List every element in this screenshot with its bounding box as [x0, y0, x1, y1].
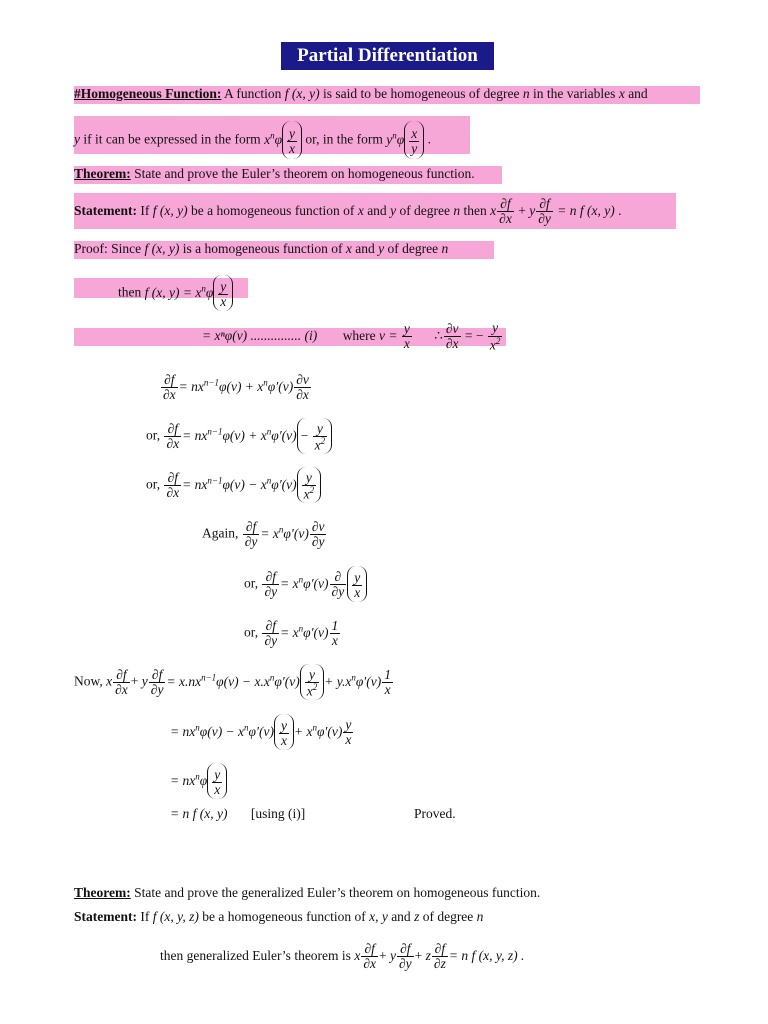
statement-2: Statement: If f (x, y, z) be a homogeneous function of x, y and z of degree n [74, 909, 484, 924]
proof-step-then: then f (x, $y) = x^n\varphi$ $\frac{y}{x}$ [118, 270, 233, 311]
statement-1: Statement: If f (x, y) be a homogeneous function of x and y of degree n then x $\frac{\partial f}{\partial x}$ + y $\frac{\partial f}{\partial y}$ = n f (x, y) . [74, 193, 676, 229]
definition-line-1: #Homogeneous Function: A function f (x, y) is said to be homogeneous of degree n in the variables x and [74, 86, 700, 104]
eq-dfdy-3: or, $\frac{\partial f}{\partial y}$ = $x^n\varphi'(v)$ $\frac{1}{x}$ [244, 617, 339, 648]
page-title: Partial Differentiation [281, 42, 494, 70]
theorem-1: Theorem: State and prove the Euler’s theorem on homogeneous function. [74, 166, 502, 184]
eq-dfdx-2: or, $\frac{\partial f}{\partial x}$ = $nx^{n-1}\varphi(v) + x^n\varphi'(v)$ − $\frac{y}{x^2}$ [146, 413, 332, 454]
eq-dfdx-1: $\frac{\partial f}{\partial x}$ = $nx^{n-1}\varphi(v) + x^n\varphi'(v)$ $\frac{\partial v}{\partial x}$ [163, 371, 309, 402]
generalized-euler: then generalized Euler’s theorem is x $\frac{\partial f}{\partial x}$ + y $\frac{\partial f}{\partial y}$ + z $\frac{\partial f}{\partial z}$ = n f (x, y, z) . [160, 941, 525, 972]
proof-step-i: = xⁿφ(v) ............... (i) where v = $\frac{y}{x}$ ∴ $\frac{\partial v}{\partial x}$ = − $\frac{y}{x^2}$ [202, 320, 501, 353]
theorem-2: Theorem: State and prove the generalized Euler’s theorem on homogeneous function. [74, 885, 541, 900]
proof-intro: Proof: Since f (x, y) is a homogeneous function of x and y of degree n [74, 241, 494, 259]
eq-dfdy-1: Again, $\frac{\partial f}{\partial y}$ = $x^n\varphi'(v)$ $\frac{\partial v}{\partial y}$ [202, 518, 325, 549]
eq-dfdy-2: or, $\frac{\partial f}{\partial y}$ = $x^n\varphi'(v)$ $\frac{\partial}{\partial y}$ $\frac{y}{x}$ [244, 561, 367, 602]
eq-simplify-1: = $nx^n\varphi(v) - x^n\varphi'(v)$ $\frac{y}{x}$ + $x^n\varphi'(v)$ $\frac{y}{x}$ [170, 709, 354, 750]
eq-final: = n f (x, y) [using (i)] [170, 806, 306, 821]
eq-dfdx-3: or, $\frac{\partial f}{\partial x}$ = $nx^{n-1}\varphi(v) - x^n\varphi'(v)$ $\frac{y}{x^2}$ [146, 462, 321, 503]
eq-now: Now, x $\frac{\partial f}{\partial x}$ + y $\frac{\partial f}{\partial y}$ = $x.nx^{n-1}\varphi(v) - x.x^n\varphi'(v)$ $\frac{y}{x^2}$ + $y.x^n\varphi'(v)$ $\frac{1}{x}$ [74, 659, 394, 700]
eq-simplify-2: = $nx^n\varphi$ $\frac{y}{x}$ [170, 758, 227, 799]
proved-label: Proved. [414, 806, 456, 821]
definition-label: #Homogeneous Function: [74, 86, 222, 101]
definition-line-2: y if it can be expressed in the form $x^n\varphi$ $\frac{y}{x}$ or, in the form $y^n\varphi$ $\frac{x}{y}$ . [74, 116, 470, 154]
